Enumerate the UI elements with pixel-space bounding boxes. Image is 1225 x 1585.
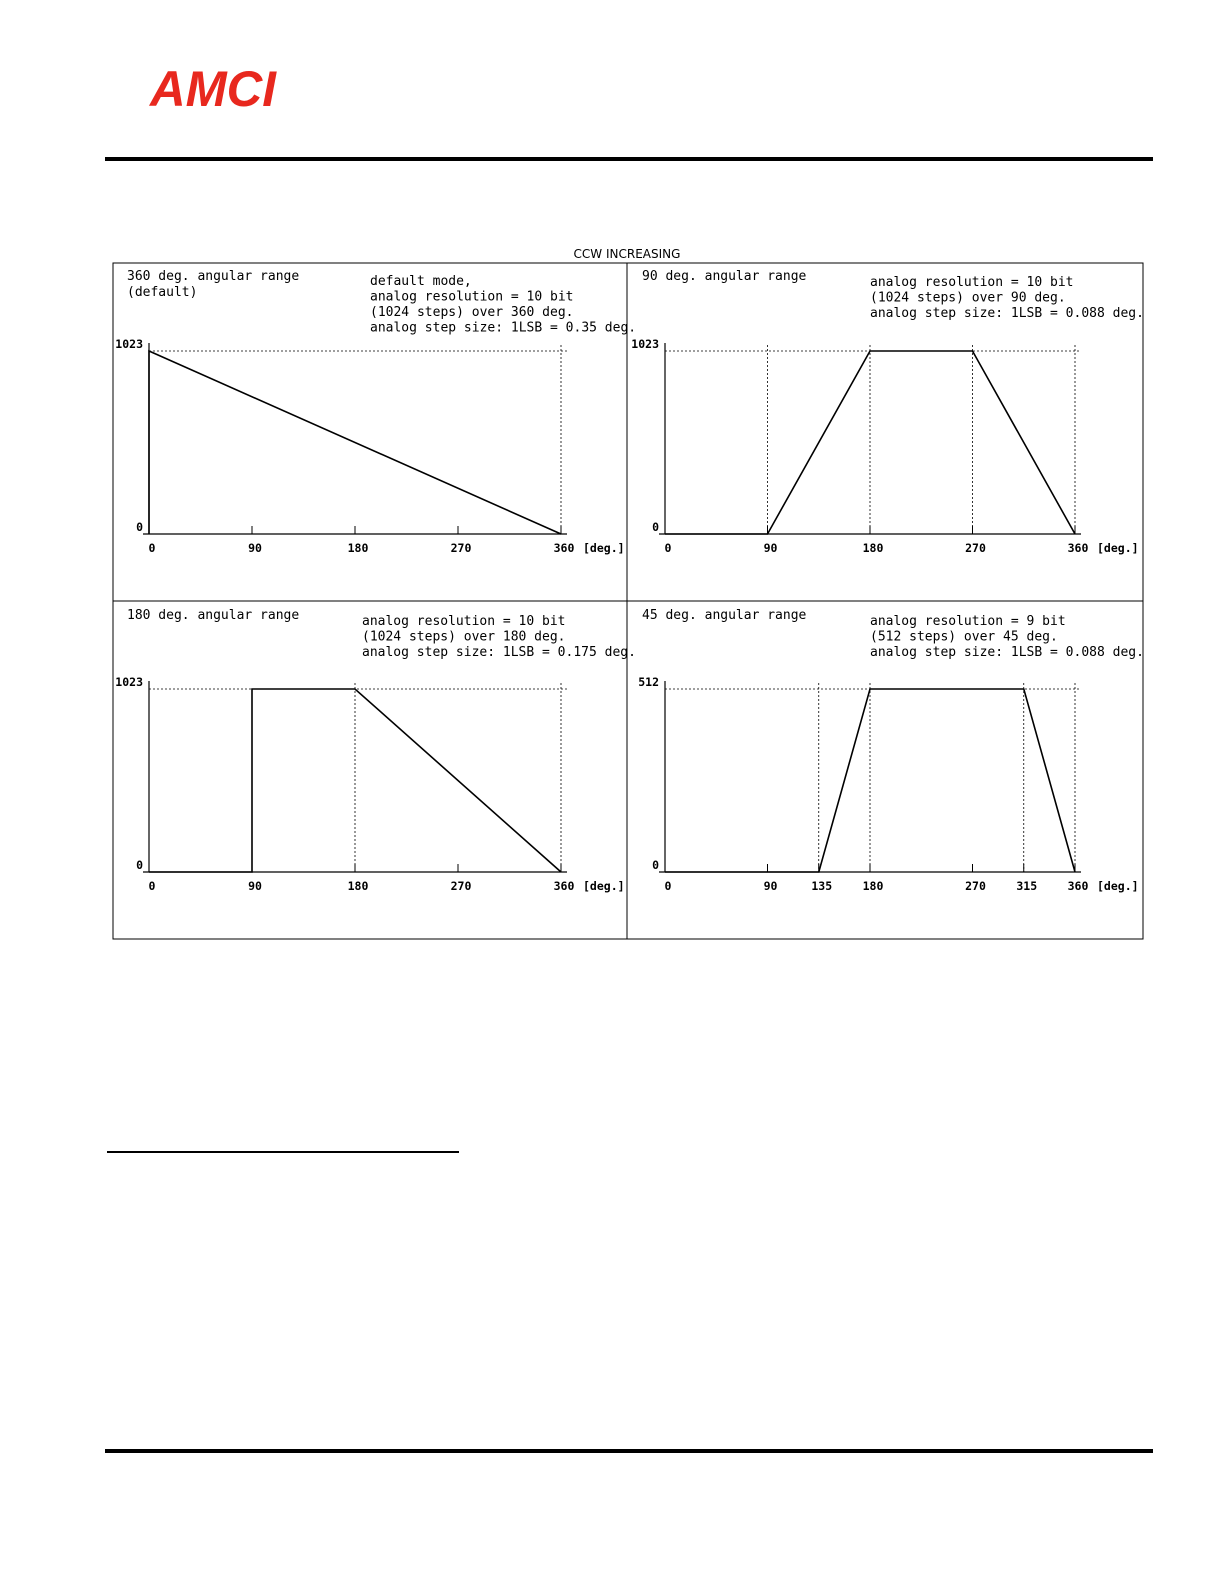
x-tick-label: 90 <box>248 879 262 893</box>
x-tick-label: 180 <box>347 879 369 893</box>
footer-rule <box>105 1449 1153 1453</box>
x-tick-label: 135 <box>811 879 833 893</box>
panel-subtitle: (default) <box>127 285 198 300</box>
x-tick-label: 0 <box>148 879 156 893</box>
panel-note: default mode, <box>370 274 472 289</box>
panel-note: (1024 steps) over 90 deg. <box>870 290 1066 306</box>
figure-title: CCW INCREASING <box>573 247 681 261</box>
y-tick-label: 512 <box>638 675 659 689</box>
x-tick-label: 180 <box>347 541 369 555</box>
y-tick-label: 1023 <box>631 337 659 351</box>
x-tick-label: 360 <box>1067 879 1089 893</box>
x-tick-label: 90 <box>248 541 262 555</box>
panel-note: (512 steps) over 45 deg. <box>870 629 1058 645</box>
panel-title: 360 deg. angular range <box>127 269 300 284</box>
x-tick-label: 0 <box>664 541 672 555</box>
panel-note: analog step size: 1LSB = 0.088 deg. <box>870 306 1144 321</box>
x-tick-label: 270 <box>450 541 472 555</box>
panel-title: 45 deg. angular range <box>642 608 807 623</box>
x-axis-label: [deg.] <box>1097 541 1139 555</box>
x-tick-label: 90 <box>763 879 778 893</box>
y-tick-label: 0 <box>136 520 143 534</box>
panel-note: analog resolution = 10 bit <box>362 614 566 629</box>
x-tick-label: 270 <box>965 541 986 555</box>
output-series-line <box>149 351 561 534</box>
panel-note: analog step size: 1LSB = 0.088 deg. <box>870 645 1144 660</box>
x-tick-label: 270 <box>450 879 472 893</box>
x-tick-label: 315 <box>1016 879 1038 893</box>
x-axis-label: [deg.] <box>583 879 625 893</box>
x-tick-label: 90 <box>763 541 778 555</box>
x-tick-label: 0 <box>664 879 672 893</box>
panel-note: analog resolution = 9 bit <box>870 614 1066 629</box>
panel-note: (1024 steps) over 360 deg. <box>370 305 574 320</box>
panel-note: (1024 steps) over 180 deg. <box>362 629 566 645</box>
panel-note: analog resolution = 10 bit <box>370 289 574 305</box>
x-axis-label: [deg.] <box>1097 879 1139 893</box>
x-tick-label: 360 <box>1067 541 1089 555</box>
y-tick-label: 0 <box>652 520 659 534</box>
panel-note: analog resolution = 10 bit <box>870 275 1074 290</box>
panel-title: 90 deg. angular range <box>642 269 807 284</box>
section-rule <box>107 1151 459 1153</box>
panel-title: 180 deg. angular range <box>127 608 300 623</box>
x-tick-label: 360 <box>553 541 575 555</box>
panel-note: analog step size: 1LSB = 0.175 deg. <box>362 645 636 660</box>
y-tick-label: 1023 <box>115 675 143 689</box>
panel-note: analog step size: 1LSB = 0.35 deg. <box>370 320 637 336</box>
x-tick-label: 180 <box>862 541 884 555</box>
x-tick-label: 270 <box>965 879 986 893</box>
x-tick-label: 180 <box>862 879 884 893</box>
y-tick-label: 0 <box>136 858 143 872</box>
amci-logo-text: AMCI <box>148 61 278 112</box>
x-tick-label: 360 <box>553 879 575 893</box>
y-tick-label: 1023 <box>115 337 143 351</box>
x-tick-label: 0 <box>148 541 156 555</box>
y-tick-label: 0 <box>652 858 659 872</box>
x-axis-label: [deg.] <box>583 541 625 555</box>
